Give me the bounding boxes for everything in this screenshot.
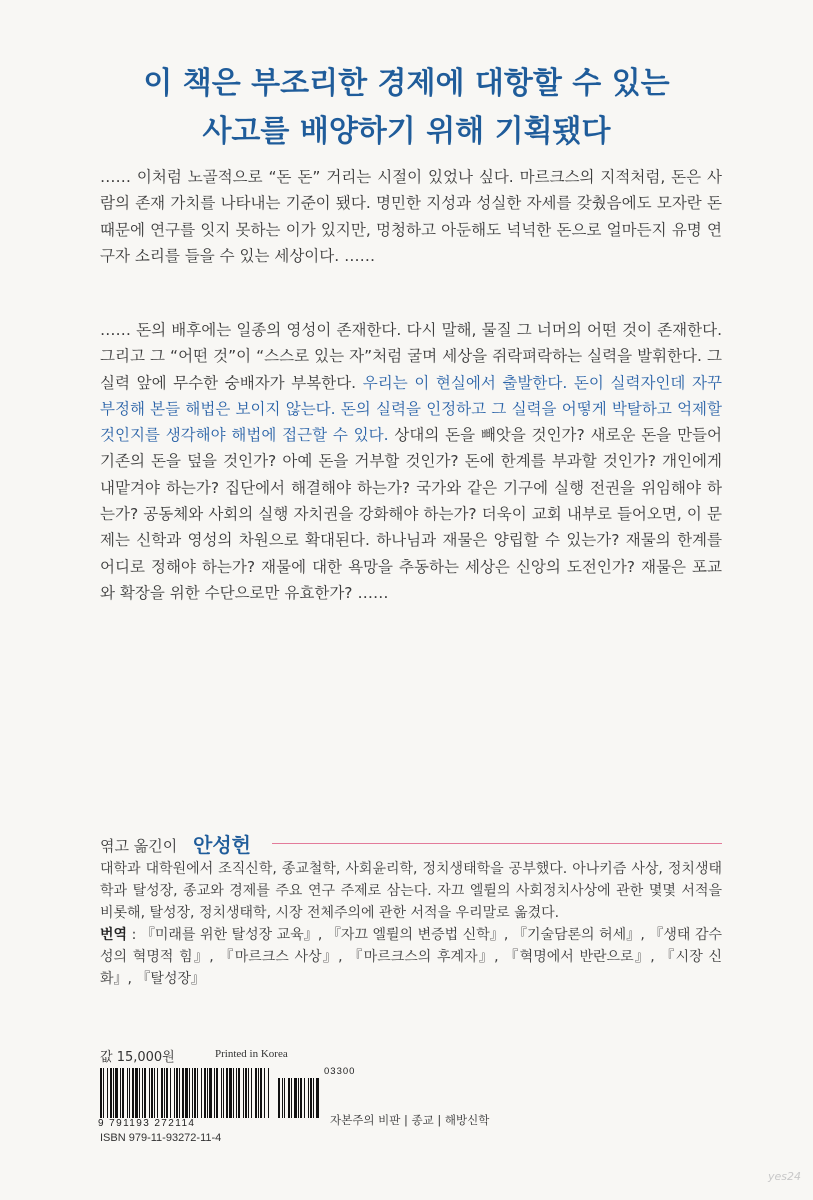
barcode-bar: [182, 1068, 184, 1118]
printed-in-korea: Printed in Korea: [215, 1048, 288, 1060]
addon-bar: [308, 1078, 309, 1118]
barcode-bar: [100, 1068, 102, 1118]
addon-bar: [313, 1078, 314, 1118]
headline: [0, 60, 813, 156]
addon-bar: [298, 1078, 299, 1118]
barcode-bar: [236, 1068, 237, 1118]
barcode-bar: [127, 1068, 128, 1118]
headline-line-2: 사고를 배양하기 위해 기획됐다: [202, 114, 611, 149]
barcode-bar: [151, 1068, 153, 1118]
excerpt-paragraph-2: [100, 317, 722, 606]
barcode-bar: [243, 1068, 244, 1118]
barcode-bar: [221, 1068, 222, 1118]
translator-heading: [100, 829, 722, 859]
barcode-bar: [245, 1068, 247, 1118]
barcode-bar: [107, 1068, 108, 1118]
barcode-bar: [264, 1068, 265, 1118]
barcode-bar: [207, 1068, 208, 1118]
barcode-bar: [113, 1068, 114, 1118]
barcode-bar: [110, 1068, 112, 1118]
excerpt-paragraph-1: …… 이처럼 노골적으로 “돈 돈” 거리는 시절이 있었나 싶다. 마르크스의 지적처럼, 돈은 사람의 존재 가치를 나타내는 기준이 됐다. 명민한 지성과 성실한 자세를 갖췄음에도 모자란 돈 때문에 연구를 잇지 못하는 이가 있지만, 멍청하고 아둔해도 넉넉한 돈으로 얼마든지 유명 연구자 소리를 들을 수 있는 세상이다. ……: [100, 168, 722, 265]
barcode-bar: [214, 1068, 215, 1118]
barcode-bar: [268, 1068, 269, 1118]
barcode-bar: [179, 1068, 180, 1118]
barcode-bar: [139, 1068, 140, 1118]
barcode-bar: [164, 1068, 165, 1118]
barcode-bar: [122, 1068, 124, 1118]
addon-bar: [284, 1078, 285, 1118]
translator-name: 안성헌: [193, 833, 251, 857]
barcode-bar: [255, 1068, 257, 1118]
barcode-bar: [115, 1068, 118, 1118]
barcode-bar: [229, 1068, 232, 1118]
barcode-bar: [226, 1068, 228, 1118]
barcode-bar: [194, 1068, 196, 1118]
barcode-bar: [170, 1068, 171, 1118]
barcode-bar: [135, 1068, 138, 1118]
barcode-bar: [176, 1068, 178, 1118]
addon-bar: [288, 1078, 290, 1118]
barcode-digits: 9 791193 272114: [98, 1118, 196, 1129]
isbn-barcode: [98, 1066, 356, 1134]
addon-bar: [291, 1078, 292, 1118]
barcode-bar: [260, 1068, 262, 1118]
translation-label: 번역: [100, 927, 128, 943]
barcode-bar: [174, 1068, 175, 1118]
translation-list: [100, 924, 722, 990]
barcode-bar: [161, 1068, 163, 1118]
addon-bar: [304, 1078, 305, 1118]
addon-bar: [278, 1078, 280, 1118]
addon-bar: [294, 1078, 297, 1118]
paragraph-2-text-b: 상대의 돈을 빼앗을 것인가? 새로운 돈을 만들어 기존의 돈을 덮을 것인가? 아예 돈을 거부할 것인가? 돈에 한계를 부과할 것인가? 개인에게 내맡겨야 하는가? 집단에서 해결해야 하는가? 국가와 같은 기구에 실행 전권을 위임해야 하는가? 공동체와 사회의 실행 자치권을 강화해야 하는가? 더욱이 교회 내부로 들어오면, 이 문제는 신학과 영성의 차원으로 확대된다. 하나님과 재물은 양립할 수 있는가? 재물의 한계를 어디로 정해야 하는가? 재물에 대한 욕망을 추동하는 세상은 신앙의 도전인가? 재물은 포교와 확장을 위한 수단으로만 유효한가? ……: [100, 426, 722, 602]
watermark: yes24: [768, 1170, 802, 1183]
barcode-bar: [248, 1068, 249, 1118]
bio-text: 대학과 대학원에서 조직신학, 종교철학, 사회윤리학, 정치생태학을 공부했다. 아나키즘 사상, 정치생태학과 탈성장, 종교와 경제를 주요 연구 주제로 삼는다. 자끄 엘륄의 사회정치사상에 관한 몇몇 서적을 비롯해, 탈성장, 정치생태학, 시장 전체주의에 관한 서적을 우리말로 옮겼다.: [100, 861, 722, 921]
barcode-bar: [132, 1068, 134, 1118]
barcode-bar: [209, 1068, 212, 1118]
barcode-bar: [149, 1068, 150, 1118]
book-categories: 자본주의 비판 | 종교 | 해방신학: [330, 1113, 490, 1127]
barcode-bar: [189, 1068, 190, 1118]
addon-bar: [316, 1078, 319, 1118]
paragraph-2-text-a: …… 돈의 배후에는 일종의 영성이 존재한다. 다시 말해, 물질 그 너머의 어떤 것이 존재한다. 그리고 그 “어떤 것”이 “스스로 있는 자”처럼 굴며 세상을 쥐락펴락하는 실력을 발휘한다. 그 실력 앞에 무수한 숭배자가 부복한다.: [100, 321, 722, 392]
barcode-bar: [251, 1068, 252, 1118]
addon-bar: [282, 1078, 283, 1118]
barcode-bars: [98, 1068, 323, 1118]
translation-works: : 『미래를 위한 탈성장 교육』, 『자끄 엘륄의 변증법 신학』, 『기술담론의 허세』, 『생태 감수성의 혁명적 힘』, 『마르크스 사상』, 『마르크스의 후계자』, 『혁명에서 반란으로』, 『시장 신화』, 『탈성장』: [100, 927, 722, 987]
barcode-bar: [201, 1068, 202, 1118]
barcode-bar: [216, 1068, 218, 1118]
barcode-bar: [258, 1068, 259, 1118]
isbn-number: ISBN 979-11-93272-11-4: [100, 1132, 222, 1144]
barcode-bar: [157, 1068, 158, 1118]
barcode-bar: [204, 1068, 206, 1118]
headline-line-1: 이 책은 부조리한 경제에 대항할 수 있는: [143, 66, 670, 101]
divider-line: [272, 843, 722, 844]
barcode-bar: [120, 1068, 121, 1118]
barcode-bar: [223, 1068, 224, 1118]
barcode-bar: [197, 1068, 198, 1118]
barcode-bar: [142, 1068, 143, 1118]
barcode-bar: [192, 1068, 193, 1118]
addon-bar: [310, 1078, 312, 1118]
barcode-bar: [144, 1068, 146, 1118]
translator-label: 엮고 옮긴이: [100, 837, 178, 855]
addon-bar: [300, 1078, 302, 1118]
barcode-bar: [233, 1068, 234, 1118]
barcode-bar: [185, 1068, 188, 1118]
translator-bio: [100, 858, 722, 990]
barcode-bar: [103, 1068, 104, 1118]
barcode-bar: [166, 1068, 168, 1118]
barcode-bar: [154, 1068, 155, 1118]
barcode-bar: [238, 1068, 240, 1118]
barcode-addon-code: 03300: [324, 1066, 356, 1077]
price: 값 15,000원: [100, 1050, 175, 1065]
barcode-bar: [129, 1068, 130, 1118]
paragraph-2-highlight: 우리는 이 현실에서 출발한다. 돈이 실력자인데 자꾸 부정해 본들 해법은 보이지 않는다. 돈의 실력을 인정하고 그 실력을 어떻게 박탈하고 억제할 것인지를 생각해야 해법에 접근할 수 있다.: [100, 373, 722, 445]
price-row: [100, 1046, 400, 1066]
